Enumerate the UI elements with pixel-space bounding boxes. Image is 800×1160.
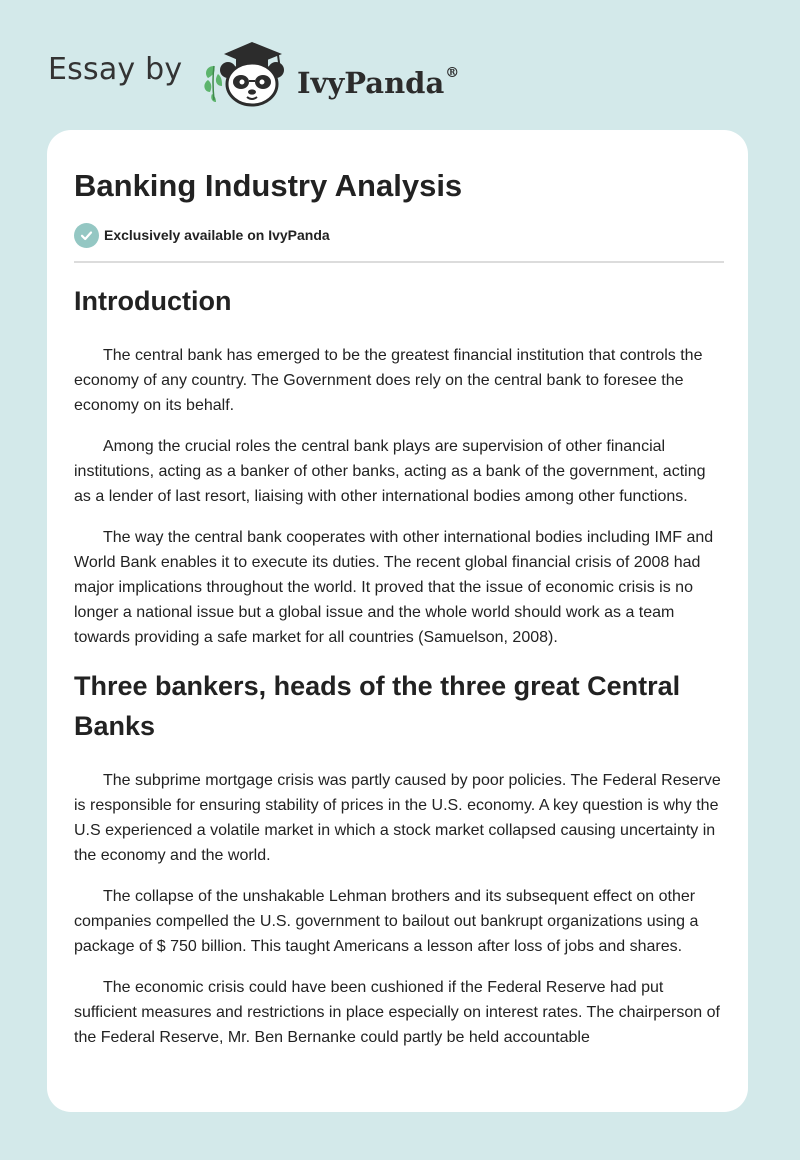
exclusive-badge [74, 222, 330, 248]
section-heading-three-bankers: Three bankers, heads of the three great Central Banks [74, 671, 681, 741]
title-divider [74, 261, 724, 263]
paragraph: The subprime mortgage crisis was partly caused by poor policies. The Federal Reserve is responsible for ensuring stability of prices in the U.S. economy. A key question is why the U.S experienced a volatile market in which a stock market collapsed causing uncertainty in the economy and the world. [74, 772, 721, 864]
article-title: Banking Industry Analysis [74, 168, 463, 203]
article-card [47, 130, 748, 1112]
brand-name[interactable] [297, 53, 459, 103]
brand-prefix: Essay by [48, 52, 183, 87]
checkmark-icon [74, 223, 99, 248]
section-heading-introduction: Introduction [74, 286, 232, 316]
exclusive-label: Exclusively available on IvyPanda [104, 227, 330, 243]
panda-logo-icon[interactable] [200, 36, 296, 108]
brand-name-text: IvyPanda [297, 66, 445, 100]
paragraph: The economic crisis could have been cushioned if the Federal Reserve had put sufficient measures and restrictions in place especially on interest rates. The chairperson of the Federal Reserve, Mr. Ben Bernanke could partly be held accountable [74, 979, 720, 1046]
paragraph: The central bank has emerged to be the greatest financial institution that controls the economy of any country. The Government does rely on the central bank to foresee the economy on its behalf. [74, 347, 703, 414]
paragraph: The way the central bank cooperates with other international bodies including IMF and World Bank enables it to execute its duties. The recent global financial crisis of 2008 had major implications throughout the world. It proved that the issue of economic crisis is no longer a national issue but a global issue and the whole world should work as a team towards providing a safe market for all countries (Samuelson, 2008). [74, 529, 714, 646]
article-content [74, 280, 724, 1066]
trademark-symbol: ® [445, 65, 460, 81]
paragraph: The collapse of the unshakable Lehman brothers and its subsequent effect on other companies compelled the U.S. government to bailout out bankrupt organizations using a package of $ 750 billion. This taught Americans a lesson after loss of jobs and shares. [74, 888, 699, 955]
paragraph: Among the crucial roles the central bank plays are supervision of other financial institutions, acting as a banker of other banks, acting as a bank of the government, acting as a lender of last resort, liaising with other international bodies among other functions. [74, 438, 706, 505]
site-header [0, 0, 800, 120]
